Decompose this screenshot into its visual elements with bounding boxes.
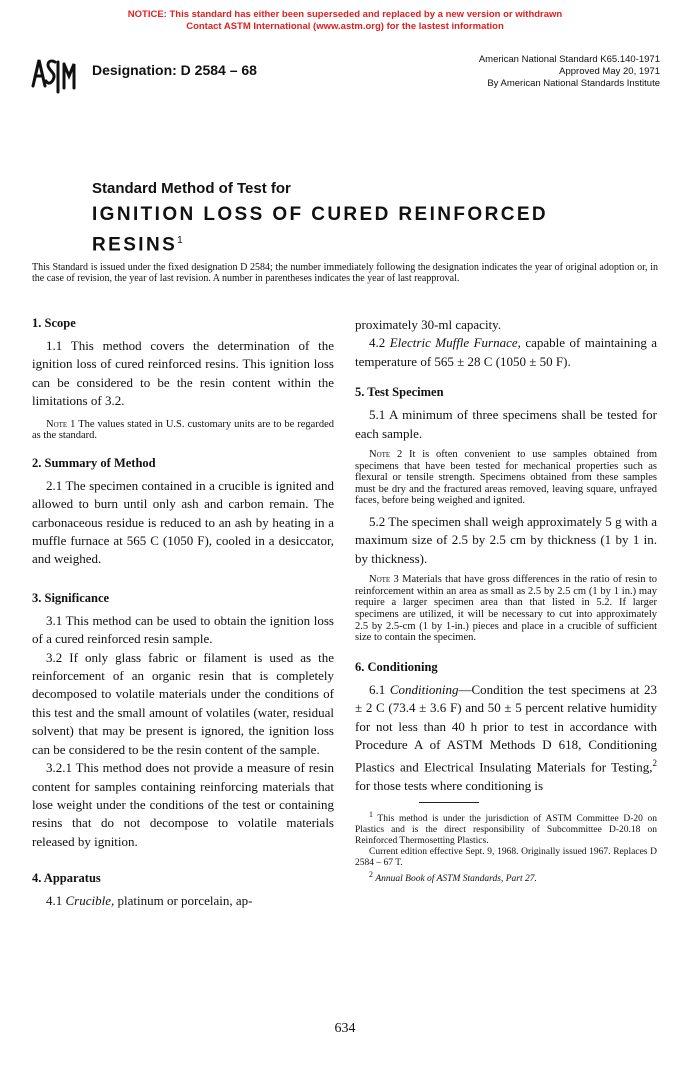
paragraph-2-1: 2.1 The specimen contained in a crucible is ignited and allowed to burn until only ash and carbon remain. The carbonaceous residue is reduced to an ash by heating in a muffle furnace at 565 C (1050 F), cooled in a desiccator, and weighed. [32,477,334,567]
paragraph-1-1: 1.1 This method covers the determination of the ignition loss of cured reinforced resins. This ignition loss can be considered to be the resin content within the limitations of 3.2. [32,338,334,409]
note-2 [355,449,657,507]
approval-block [479,54,660,90]
paragraph-3-2-1: 3.2.1 This method does not provide a measure of resin content for samples containing reinforcing materials that lose weight under the conditions of the test or containing resins that do not decompose to volatile materials released by ignition. [32,760,334,849]
section-1-heading: 1. Scope [32,316,76,330]
footnote-2 [355,869,657,885]
paragraph-4-1-text: platinum or porcelain, ap- [117,893,253,909]
footnote-1-edition: Current edition effective Sept. 9, 1968. Originally issued 1967. Replaces D 2584 – 67 T. [355,846,657,868]
document-title [92,202,548,258]
title-line-2-text: RESINS [92,234,178,256]
paragraph-5-1: 5.1 A minimum of three specimens shall be tested for each sample. [355,407,657,441]
paragraph-4-1-term: Crucible, [65,893,115,909]
title-footnote-ref: 1 [177,235,183,246]
note-3-text: Materials that have gross differences in the ratio of resin to reinforcement within an area as small as 2.5 by 2.5 cm (1 by 1 in.) may require a larger specimen area than that listed in 5.2. If larger specimens are utilized, it will be necessary to cut into approximately 2.5 by 2.5-cm (1 by 1-in.) pieces and place in a crucible of sufficient size to contain the specimen. [355,574,657,644]
footnote-2-text: Annual Book of ASTM Standards, Part 27. [375,873,537,884]
approval-line-3: By American National Standards Institute [487,78,660,89]
notice-line-1: NOTICE: This standard has either been superseded and replaced by a new version or withdrawn [127,9,563,20]
astm-logo-icon [28,52,80,96]
paragraph-4-2-number: 4.2 [369,335,386,351]
notice-line-2: Contact ASTM International (www.astm.org) for the lastest information [186,21,504,32]
paragraph-6-1 [355,681,657,796]
footnote-1-text: This method is under the jurisdiction of ASTM Committee D-20 on Plastics and is the direct responsibility of Subcommittee D-20.18 on Reinforced Thermosetting Plastics. [355,813,657,846]
approval-line-1: American National Standard K65.140-1971 [478,54,660,65]
approval-line-2: Approved May 20, 1971 [559,66,660,77]
section-5-heading: 5. Test Specimen [355,385,444,400]
paragraph-3-1: 3.1 This method can be used to obtain the ignition loss of a cured reinforced resin sample. [32,612,334,647]
paragraph-6-1-number: 6.1 [369,681,386,697]
title-line-2 [92,228,548,258]
note-3 [355,574,657,644]
title-line-1: IGNITION LOSS OF CURED REINFORCED [92,204,549,225]
paragraph-6-1-text: —Condition the test specimens at 23 ± 2 C (73.4 ± 3.6 F) and 50 ± 5 percent relative humidity for not less than 40 h prior to test in accordance with Procedure A of ASTM Methods D 618, Conditioning Plastics and Electrical Insulating Materials for Testing, [355,681,657,775]
withdrawal-notice [0,9,690,33]
footnote-divider [419,802,479,803]
section-6-heading: 6. Conditioning [355,659,438,674]
paragraph-6-1-term: Conditioning [389,681,459,697]
section-4-heading: 4. Apparatus [32,871,101,886]
right-column [355,316,657,885]
note-1-text: The values stated in U.S. customary units are to be regarded as the standard. [32,418,335,442]
note-1 [32,419,334,442]
left-column [32,316,334,911]
page-number: 634 [334,1021,356,1036]
note-1-label: Note 1 [46,418,76,430]
paragraph-4-1-number: 4.1 [46,893,63,909]
paragraph-6-1-footnote-ref: 2 [652,758,657,769]
document-subtitle: Standard Method of Test for [92,180,291,197]
designation: Designation: D 2584 – 68 [92,62,257,78]
paragraph-4-1-continued: proximately 30-ml capacity. [355,317,502,332]
section-2-heading: 2. Summary of Method [32,455,156,470]
astm-logo [28,52,80,96]
footnote-1 [355,809,657,847]
paragraph-4-2-term: Electric Muffle Furnace, [389,335,521,351]
paragraph-6-1-end: for those tests where conditioning is [355,778,544,794]
note-2-label: Note 2 [369,449,403,461]
paragraph-3-2: 3.2 If only glass fabric or filament is used as the reinforcement of an organic resin that is completely decomposed to volatile materials under the conditions of this test and the small amount of volatiles (water, residual solvent) that may be present is ignored, the ignition loss can be considered to be the resin content of the sample. [32,649,334,757]
paragraph-4-2-text: capable of maintaining a temperature of 565 ± 28 C (1050 ± 50 F). [355,335,658,369]
footnote-2-marker: 2 [369,869,373,879]
section-3-heading: 3. Significance [32,590,110,605]
note-3-label: Note 3 [369,574,399,586]
paragraph-4-2 [355,334,657,371]
note-2-text: It is often convenient to use samples obtained from specimens that have been tested for mechanical properties such as flexural or tensile strength. Specimens obtained from these samples must be dry and the fractured areas removed, leaving square, unfrayed faces, before being weighed and ignited. [355,449,657,507]
paragraph-5-2: 5.2 The specimen shall weigh approximately 5 g with a maximum size of 2.5 by 2.5 cm by thickness (1 by 1 in. by thickness). [355,514,657,566]
footnote-1-marker: 1 [369,809,373,819]
paragraph-4-1 [32,892,334,910]
issue-statement: This Standard is issued under the fixed designation D 2584; the number immediately following the designation indicates the year of original adoption or, in the case of revision, the year of last revision. A number in parentheses indicates the year of last reapproval. [32,262,658,284]
